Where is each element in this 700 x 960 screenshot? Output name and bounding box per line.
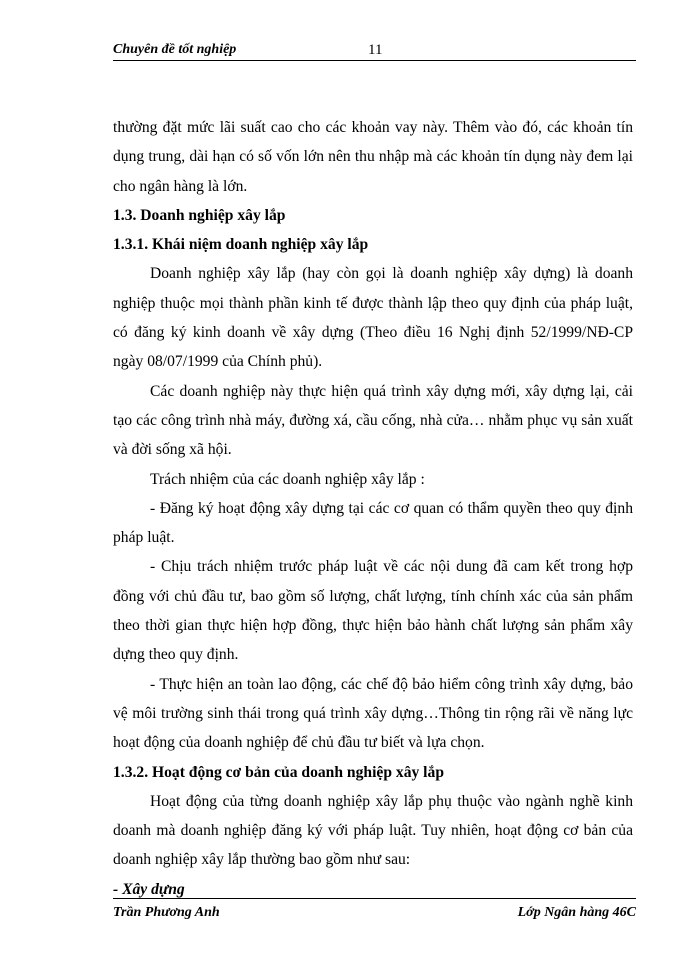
- page-footer: [113, 898, 636, 929]
- header-title: Chuyên đề tốt nghiệp: [113, 42, 237, 57]
- paragraph-continued: thường đặt mức lãi suất cao cho các khoản vay này. Thêm vào đó, các khoản tín dụng trung, dài hạn có số vốn lớn nên thu nhập mà các khoản tín dụng này đem lại cho ngân hàng là lớn.: [113, 119, 633, 195]
- page-header: [113, 40, 636, 61]
- subheading-construction: - Xây dựng: [113, 880, 185, 898]
- heading-1-3-1: 1.3.1. Khái niệm doanh nghiệp xây lắp: [113, 236, 369, 254]
- page-number: 11: [368, 42, 383, 58]
- paragraph-basic-activities: Hoạt động của từng doanh nghiệp xây lắp phụ thuộc vào ngành nghề kinh doanh mà doanh nghiệp đăng ký với pháp luật. Tuy nhiên, hoạt động cơ bản của doanh nghiệp xây lắp thường bao gồm như sau:: [113, 792, 633, 869]
- list-item-safety: - Thực hiện an toàn lao động, các chế độ bảo hiểm công trình xây dựng, bảo vệ môi trường sinh thái trong quá trình xây dựng…Thông tin rộng rãi về năng lực hoạt động của doanh nghiệp để chủ đầu tư biết và lựa chọn.: [113, 675, 633, 752]
- footer-class: Lớp Ngân hàng 46C: [517, 905, 636, 920]
- footer-author: Trần Phương Anh: [113, 905, 220, 920]
- page-body: [113, 113, 633, 904]
- list-item-legal-responsibility: - Chịu trách nhiệm trước pháp luật về các nội dung đã cam kết trong hợp đồng với chủ đầu tư, bao gồm số lượng, chất lượng, tính chính xác của sản phẩm theo thời gian thực hiện hợp đồng, thực hiện bảo hành chất lượng sản phẩm xây dựng theo quy định.: [113, 558, 633, 664]
- heading-1-3-2: 1.3.2. Hoạt động cơ bản của doanh nghiệp xây lắp: [113, 763, 444, 781]
- list-item-registration: - Đăng ký hoạt động xây dựng tại các cơ quan có thẩm quyền theo quy định pháp luật.: [113, 499, 633, 547]
- paragraph-definition: Doanh nghiệp xây lắp (hay còn gọi là doanh nghiệp xây dựng) là doanh nghiệp thuộc mọi thành phần kinh tế được thành lập theo quy định của pháp luật, có đăng ký kinh doanh về xây dựng (Theo điều 16 Nghị định 52/1999/NĐ-CP ngày 08/07/1999 của Chính phủ).: [113, 265, 633, 371]
- paragraph-responsibilities-intro: Trách nhiệm của các doanh nghiệp xây lắp :: [150, 470, 425, 488]
- paragraph-activities: Các doanh nghiệp này thực hiện quá trình xây dựng mới, xây dựng lại, cải tạo các công trình nhà máy, đường xá, cầu cống, nhà cửa… nhằm phục vụ sản xuất và đời sống xã hội.: [113, 382, 633, 459]
- heading-1-3: 1.3. Doanh nghiệp xây lắp: [113, 206, 286, 224]
